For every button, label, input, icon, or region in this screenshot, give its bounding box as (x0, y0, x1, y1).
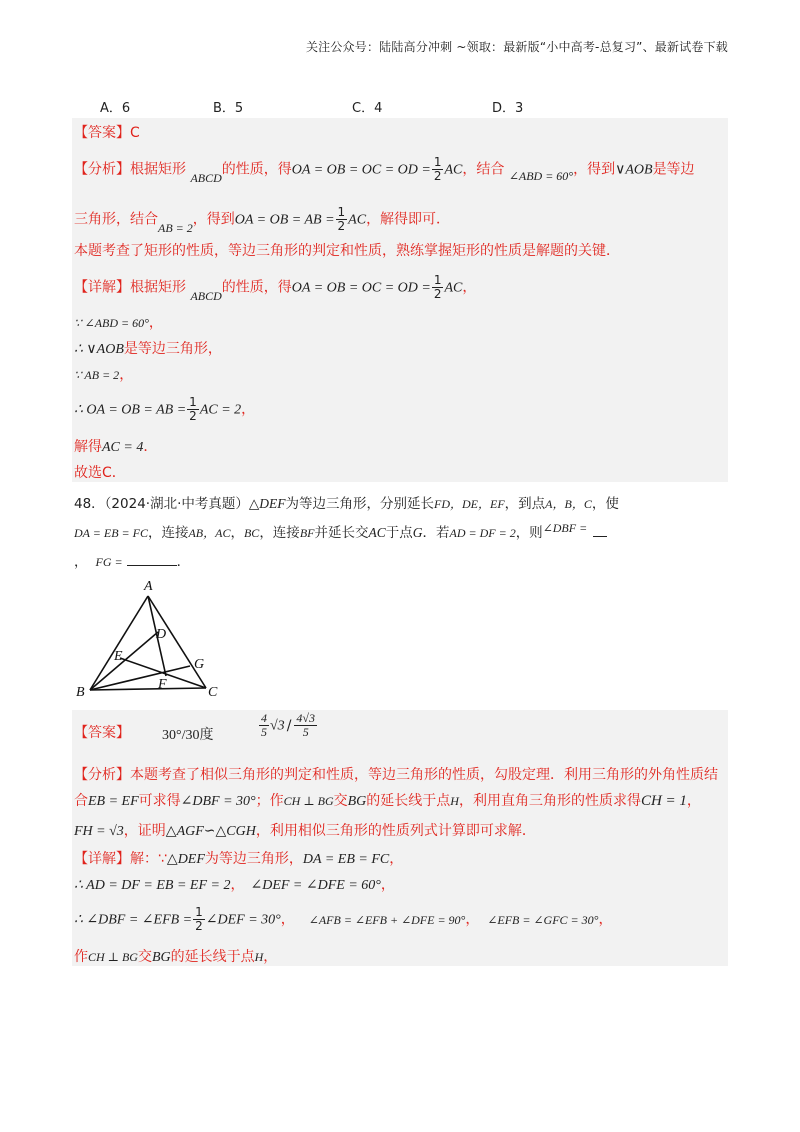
math-expr: ∠DBF = 30° (180, 794, 256, 809)
line-ab (90, 596, 148, 690)
text: 的延长线于点 (170, 949, 255, 965)
q47-detail-line-7: 故选C． (74, 465, 126, 481)
q47-detail-line-2 (74, 312, 163, 332)
q47-analysis-line-2 (74, 206, 450, 233)
math-def: △DEF (248, 496, 286, 511)
text: ，到点 (504, 496, 546, 512)
text: ， (380, 877, 395, 893)
text: ，连接 (147, 525, 189, 541)
text: 的性质，得 (221, 279, 292, 296)
math-expr: ∵ ∠ABD = 60° (74, 316, 149, 330)
label-b: B (76, 685, 85, 700)
label-d: D (156, 627, 167, 642)
math-expr: FH = √3 (74, 824, 124, 839)
math-fd-de-ef: FD，DE，EF (434, 497, 505, 511)
detail-label: 【详解】 (74, 279, 130, 296)
q48-analysis-line-1 (74, 764, 718, 784)
text: ；作 (255, 793, 284, 809)
text: 合 (74, 793, 88, 809)
text: ，得到 (573, 161, 616, 178)
label-f: F (158, 677, 167, 692)
math-abcd: ABCD (190, 288, 222, 303)
label-c: C (208, 685, 218, 700)
detail-label: 【详解】 (74, 851, 130, 867)
text: ，得到 (192, 211, 235, 228)
q47-answer (74, 122, 140, 142)
math-expr: ∵ AB = 2 (74, 368, 120, 382)
text: ， (241, 401, 256, 418)
question-number: 48．（2024·湖北·中考真题） (74, 496, 249, 512)
q47-detail-line-6 (74, 436, 157, 456)
text: ，利用相似三角形的性质列式计算即可求解． (255, 823, 536, 839)
math-expr: ∠AFB = ∠EFB + ∠DFE = 90° (308, 912, 466, 927)
text: ， (230, 877, 245, 893)
text: ． (143, 439, 158, 455)
q47-detail-line-4 (74, 364, 133, 384)
frac-den: 2 (195, 919, 203, 933)
math-ac: AC (368, 525, 386, 540)
text: ，证明 (123, 823, 166, 839)
q47-detail-line-5 (74, 396, 255, 423)
text: ， (465, 911, 480, 928)
q47-solution-box (72, 118, 728, 482)
math-expr: ∴ AD = DF = EB = EF = 2 (74, 878, 231, 893)
math-h: H (254, 950, 264, 964)
text: 本题考查了相似三角形的判定和性质，等边三角形的性质，勾股定理．利用三角形的外角性质结 (130, 767, 718, 783)
frac-num: 1 (337, 205, 346, 219)
frac-num: 1 (433, 273, 442, 287)
q47-analysis-line-3: 本题考查了矩形的性质，等边三角形的判定和性质，熟练掌握矩形的性质是解题的关键． (74, 243, 620, 259)
math-ab-ac: AB，AC (188, 526, 231, 540)
math-abc: A，B，C (545, 497, 592, 511)
math-bf: BF (299, 526, 315, 540)
math-expr: △AGF∽△CGH (165, 824, 256, 839)
text: ，连接 (259, 525, 300, 541)
math-expr: OA = OB = AB = (234, 212, 335, 228)
q47-analysis-line-1 (74, 156, 695, 183)
text: ．若 (422, 525, 450, 541)
math-ac: AC (444, 280, 463, 296)
text: ， (148, 315, 163, 331)
math-angle: ∠ABD = 60° (508, 168, 574, 183)
analysis-label: 【分析】 (74, 767, 130, 783)
math-expr: AD = DF = 2 (449, 526, 516, 540)
q48-solution-box (72, 710, 728, 966)
answer-a-value: 30°/30度 (162, 728, 214, 743)
answer-value: C (130, 125, 140, 141)
q48-detail-line-2 (74, 874, 395, 894)
text: 为等边三角形， (204, 851, 303, 867)
option-a: A．6 (100, 101, 131, 116)
line-bc (90, 688, 206, 690)
fraction-half (187, 396, 199, 423)
frac-num: 1 (195, 905, 203, 919)
text: ， (230, 525, 244, 541)
answer-label: 【答案】 (74, 125, 130, 141)
text: ，结合 (462, 161, 505, 178)
label-a: A (144, 579, 153, 594)
q48-answer-a (162, 724, 214, 744)
text: ， (686, 793, 701, 809)
math-expr: CH = 1 (640, 793, 687, 809)
text: 三角形，结合 (74, 211, 158, 228)
q48-detail-line-3 (74, 906, 612, 933)
fraction-half (193, 906, 205, 933)
fraction-half (432, 156, 444, 183)
text: 是等边 (652, 161, 695, 178)
text: 的性质，得 (221, 161, 292, 178)
math-bc: BC (243, 526, 260, 540)
math-def: △DEF (166, 852, 205, 867)
text: ， (263, 949, 278, 965)
text: ， (74, 554, 88, 570)
text: ，利用直角三角形的性质求得 (458, 793, 641, 809)
math-expr: CH ⊥ BG (88, 950, 138, 964)
analysis-label: 【分析】 (74, 161, 130, 178)
text: 根据矩形 (130, 161, 186, 178)
answer-b2-fraction (294, 712, 317, 739)
text: 是等边三角形， (123, 341, 222, 357)
page-header: 关注公众号：陆陆高分冲刺 ~领取：最新版“小中高考-总复习”、最新试卷下载 (305, 40, 728, 54)
answer-blank-2[interactable] (127, 553, 177, 566)
q47-detail-line-1 (74, 274, 476, 301)
frac-den: 2 (433, 169, 442, 183)
frac-den: 2 (337, 219, 346, 233)
option-c: C．4 (352, 101, 383, 116)
frac-num: 1 (433, 155, 442, 169)
math-g: G (412, 525, 423, 540)
label-g: G (194, 657, 205, 672)
frac-den: 2 (189, 409, 197, 423)
q48-line-3 (74, 550, 190, 570)
figure-lines (90, 596, 206, 690)
math-h: H (450, 794, 459, 808)
math-expr: ∴ OA = OB = AB = (74, 402, 187, 418)
answer-b1-fraction (259, 712, 269, 739)
q48-detail-line-1 (74, 848, 403, 868)
math-expr: OA = OB = OC = OD = (291, 280, 431, 296)
q48-analysis-line-3 (74, 820, 536, 840)
frac-num: 4 (261, 711, 267, 725)
text: ，解得即可． (366, 211, 451, 228)
text: 解：∵ (130, 851, 167, 867)
text: 为等边三角形，分别延长 (285, 496, 434, 512)
frac-den: 5 (302, 725, 309, 739)
separator: / (286, 717, 292, 734)
math-angle-dbf: ∠DBF = (542, 521, 588, 535)
text: ， (280, 911, 295, 928)
answer-blank-1[interactable] (593, 524, 607, 537)
math-expr: AC = 4 (102, 440, 144, 455)
text: ，使 (591, 496, 619, 512)
text: 的延长线于点 (366, 793, 451, 809)
text: 交 (333, 793, 348, 809)
text: ， (462, 279, 477, 296)
frac-num: 4√3 (296, 711, 315, 725)
option-d: D．3 (492, 101, 524, 116)
frac-den: 5 (261, 725, 267, 739)
text: ， (598, 911, 613, 928)
math-ab: AB = 2 (158, 220, 193, 235)
math-ac: AC (444, 162, 463, 178)
math-expr: AC = 2 (199, 402, 242, 418)
q48-detail-line-4 (74, 946, 277, 966)
math-ac: AC (348, 212, 367, 228)
text: ， (389, 851, 404, 867)
text: 根据矩形 (130, 279, 186, 296)
frac-den: 2 (433, 287, 442, 301)
text: 作 (74, 949, 88, 965)
math-bg: BG (151, 950, 171, 965)
text: ． (176, 554, 191, 570)
fraction-half (432, 274, 444, 301)
math-expr: ∠DEF = ∠DFE = 60° (250, 878, 381, 893)
option-b: B．5 (213, 101, 244, 116)
text: 解得 (74, 439, 102, 455)
math-expr: ∠EFB = ∠GFC = 30° (487, 912, 599, 927)
text: 可求得 (138, 793, 181, 809)
q48-answer-label: 【答案】 (74, 725, 130, 741)
text: ，则 (515, 525, 543, 541)
text: 于点 (385, 525, 413, 541)
triangle-figure (72, 576, 232, 706)
q48-line-2 (74, 521, 607, 541)
math-expr: DA = EB = FC (302, 852, 390, 867)
math-abcd: ABCD (190, 170, 222, 185)
math-aob: ∨AOB (615, 162, 653, 178)
text: 交 (137, 949, 152, 965)
q48-answer-b (258, 712, 318, 739)
math-expr: EB = EF (88, 794, 139, 809)
math-fg: FG = (95, 555, 123, 569)
math-expr: ∴ ∠DBF = ∠EFB = (74, 912, 193, 928)
math-expr: DA = EB = FC (74, 526, 148, 540)
fraction-half (336, 206, 348, 233)
label-e: E (114, 649, 123, 664)
sqrt3: √3 (270, 718, 285, 734)
text: 并延长交 (314, 525, 369, 541)
q48-analysis-line-2 (74, 790, 701, 810)
q48-line-1 (74, 492, 619, 512)
frac-num: 1 (189, 395, 197, 409)
math-expr: ∠DEF = 30° (205, 912, 281, 928)
math-bg: BG (347, 794, 367, 809)
math-expr: CH ⊥ BG (283, 794, 334, 808)
math-expr: ∴ ∨AOB (74, 342, 124, 357)
math-expr: OA = OB = OC = OD = (291, 162, 431, 178)
text: ， (119, 367, 134, 383)
q47-detail-line-3 (74, 338, 222, 358)
